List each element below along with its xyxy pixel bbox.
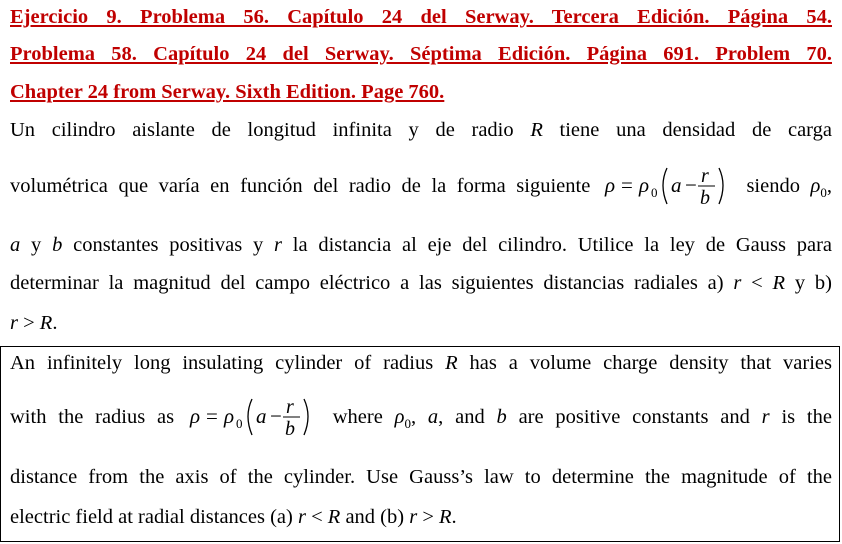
charge-density-formula-en xyxy=(186,393,321,439)
svg-text:=: = xyxy=(205,404,218,429)
svg-text:b: b xyxy=(699,187,710,210)
svg-text:0: 0 xyxy=(650,185,658,201)
svg-text:ρ: ρ xyxy=(189,404,201,429)
svg-text:r: r xyxy=(700,165,709,188)
header-line-3: Chapter 24 from Serway. Sixth Edition. Page 760. xyxy=(10,81,445,103)
english-line-2: with the radius as ρ = ρ 0 a − r b where $\rho_0$, a, and b are positive constants and r is the xyxy=(10,394,832,440)
svg-text:b: b xyxy=(284,418,295,441)
charge-density-formula xyxy=(601,162,736,208)
spanish-line-1: Un cilindro aislante de longitud infinita y de radio R tiene una densidad de carga xyxy=(10,119,832,141)
spanish-line-3: a y b constantes positivas y r la distancia al eje del cilindro. Utilice la ley de Gauss para xyxy=(10,234,833,256)
svg-text:=: = xyxy=(620,173,633,198)
spanish-line-4: determinar la magnitud del campo eléctrico a las siguientes distancias radiales a) r < R y b) xyxy=(10,272,833,294)
header-line-1: Ejercicio 9. Problema 56. Capítulo 24 del Serway. Tercera Edición. Página 54. xyxy=(10,6,832,28)
svg-text:−: − xyxy=(684,173,697,198)
spanish-line-5: r > R. xyxy=(10,312,58,334)
english-line-4: electric field at radial distances (a) r < R and (b) r > R. xyxy=(10,506,457,528)
english-line-3: distance from the axis of the cylinder. Use Gauss’s law to determine the magnitude of the xyxy=(10,466,832,488)
svg-text:a: a xyxy=(670,173,682,198)
svg-text:ρ: ρ xyxy=(638,173,649,198)
spanish-line-2: volumétrica que varía en función del radio de la forma siguiente ρ = ρ 0 a − r b siendo $\rho_0$, xyxy=(10,163,832,209)
header-line-2: Problema 58. Capítulo 24 del Serway. Séptima Edición. Página 691. Problem 70. xyxy=(10,43,832,65)
english-line-1: An infinitely long insulating cylinder of radius R has a volume charge density that varies xyxy=(10,352,832,374)
svg-text:ρ: ρ xyxy=(604,173,615,198)
svg-text:a: a xyxy=(255,404,267,429)
svg-text:ρ: ρ xyxy=(223,404,235,429)
svg-text:−: − xyxy=(269,404,282,429)
svg-text:0: 0 xyxy=(235,416,243,432)
svg-text:r: r xyxy=(285,396,294,419)
